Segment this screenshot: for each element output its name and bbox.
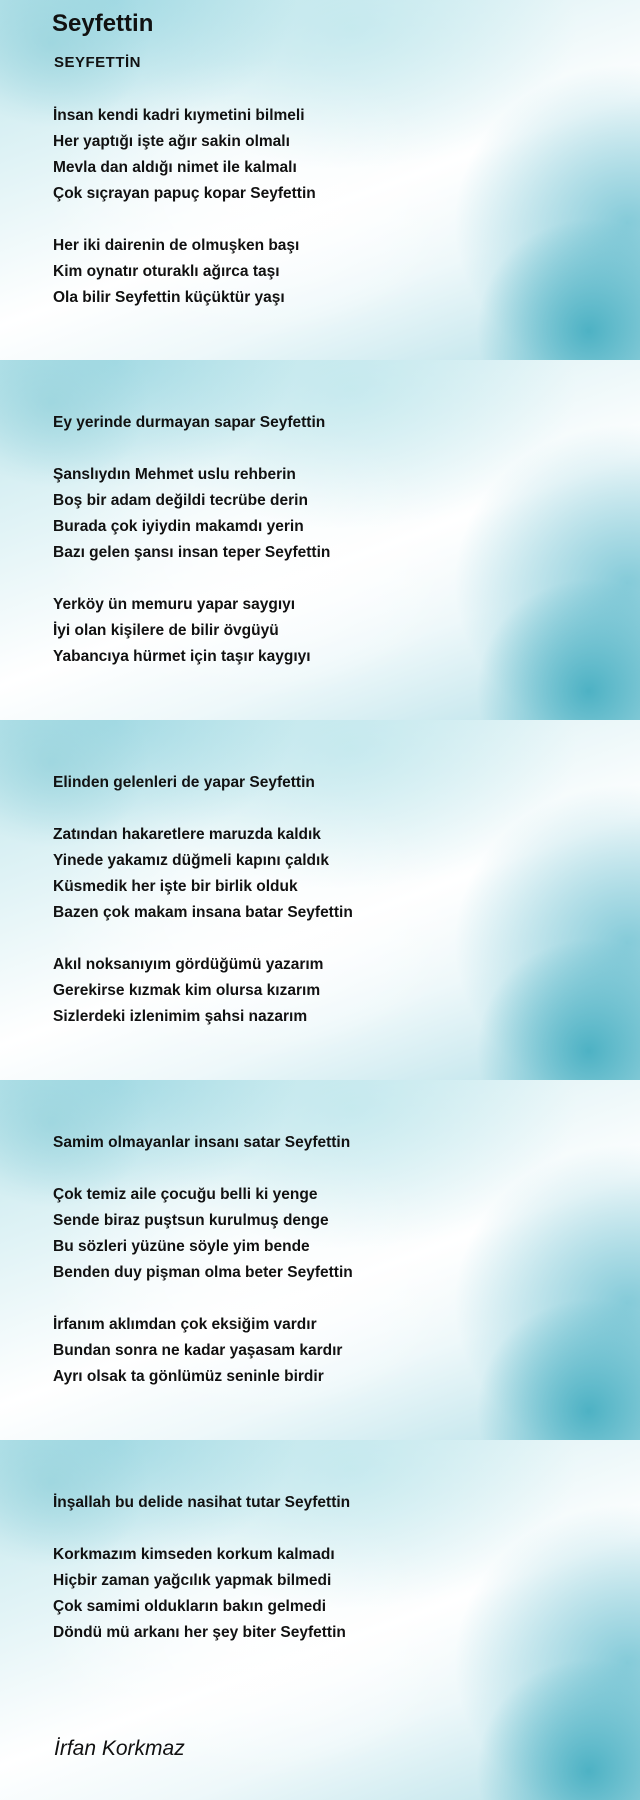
poem-line: Her yaptığı işte ağır sakin olmalı (53, 133, 290, 150)
poem-text (53, 410, 330, 670)
poem-line: Çok sıçrayan papuç kopar Seyfettin (53, 185, 316, 202)
poem-line: Burada çok iyiydin makamdı yerin (53, 518, 304, 535)
poem-line: Zatından hakaretlere maruzda kaldık (53, 826, 321, 843)
poem-line: Bundan sonra ne kadar yaşasam kardır (53, 1342, 343, 1359)
poem-line: Mevla dan aldığı nimet ile kalmalı (53, 159, 297, 176)
poem-line: Elinden gelenleri de yapar Seyfettin (53, 774, 315, 791)
poem-author: İrfan Korkmaz (54, 1737, 185, 1760)
stanza-gap (53, 436, 330, 462)
poem-line: İnsan kendi kadri kıymetini bilmeli (53, 107, 305, 124)
poem-line: Ayrı olsak ta gönlümüz seninle birdir (53, 1368, 324, 1385)
poem-line: İnşallah bu delide nasihat tutar Seyfettin (53, 1494, 351, 1511)
poem-line: Akıl noksanıyım gördüğümü yazarım (53, 956, 324, 973)
poem-line: Yinede yakamız düğmeli kapını çaldık (53, 852, 329, 869)
poem-line: Ey yerinde durmayan sapar Seyfettin (53, 414, 326, 431)
poem-line: Küsmedik her işte bir birlik olduk (53, 878, 298, 895)
poem-line: Her iki dairenin de olmuşken başı (53, 237, 300, 254)
poem-line: Bu sözleri yüzüne söyle yim bende (53, 1238, 310, 1255)
poem-line: Kim oynatır oturaklı ağırca taşı (53, 263, 280, 280)
poem-line: Bazen çok makam insana batar Seyfettin (53, 904, 353, 921)
poem-line: Çok temiz aile çocuğu belli ki yenge (53, 1186, 318, 1203)
stanza-gap (53, 1156, 353, 1182)
poem-line: Yabancıya hürmet için taşır kaygıyı (53, 648, 311, 665)
poem-line: Boş bir adam değildi tecrübe derin (53, 492, 308, 509)
poem-line: Ola bilir Seyfettin küçüktür yaşı (53, 289, 285, 306)
poem-subtitle: SEYFETTİN (54, 54, 142, 71)
poem-line: Benden duy pişman olma beter Seyfettin (53, 1264, 353, 1281)
poem-panel-5 (0, 1440, 640, 1800)
poem-line: Bazı gelen şansı insan teper Seyfettin (53, 544, 331, 561)
poem-line: Şanslıydın Mehmet uslu rehberin (53, 466, 296, 483)
poem-panel-2 (0, 360, 640, 720)
stanza-gap (53, 207, 316, 233)
poem-line: Gerekirse kızmak kim olursa kızarım (53, 982, 321, 999)
poem-panel-1 (0, 0, 640, 360)
stanza-gap (53, 926, 353, 952)
poem-line: İyi olan kişilere de bilir övgüyü (53, 622, 279, 639)
poem-line: Korkmazım kimseden korkum kalmadı (53, 1546, 335, 1563)
poem-line: Sende biraz puştsun kurulmuş denge (53, 1212, 329, 1229)
poem-text (53, 770, 353, 1030)
stanza-gap (53, 1286, 353, 1312)
poem-line: Samim olmayanlar insanı satar Seyfettin (53, 1134, 351, 1151)
stanza-gap (53, 796, 353, 822)
poem-line: Hiçbir zaman yağcılık yapmak bilmedi (53, 1572, 332, 1589)
poem-line: Sizlerdeki izlenimim şahsi nazarım (53, 1008, 308, 1025)
poem-line: Çok samimi oldukların bakın gelmedi (53, 1598, 327, 1615)
poem-panel-3 (0, 720, 640, 1080)
stanza-gap (53, 1516, 350, 1542)
poem-panel-4 (0, 1080, 640, 1440)
poem-line: Yerköy ün memuru yapar saygıyı (53, 596, 296, 613)
poem-title: Seyfettin (52, 10, 154, 37)
poem-line: İrfanım aklımdan çok eksiğim vardır (53, 1316, 317, 1333)
stanza-gap (53, 566, 330, 592)
poem-text (53, 1490, 350, 1646)
poem-text (53, 103, 316, 311)
poem-line: Döndü mü arkanı her şey biter Seyfettin (53, 1624, 346, 1641)
poem-text (53, 1130, 353, 1390)
